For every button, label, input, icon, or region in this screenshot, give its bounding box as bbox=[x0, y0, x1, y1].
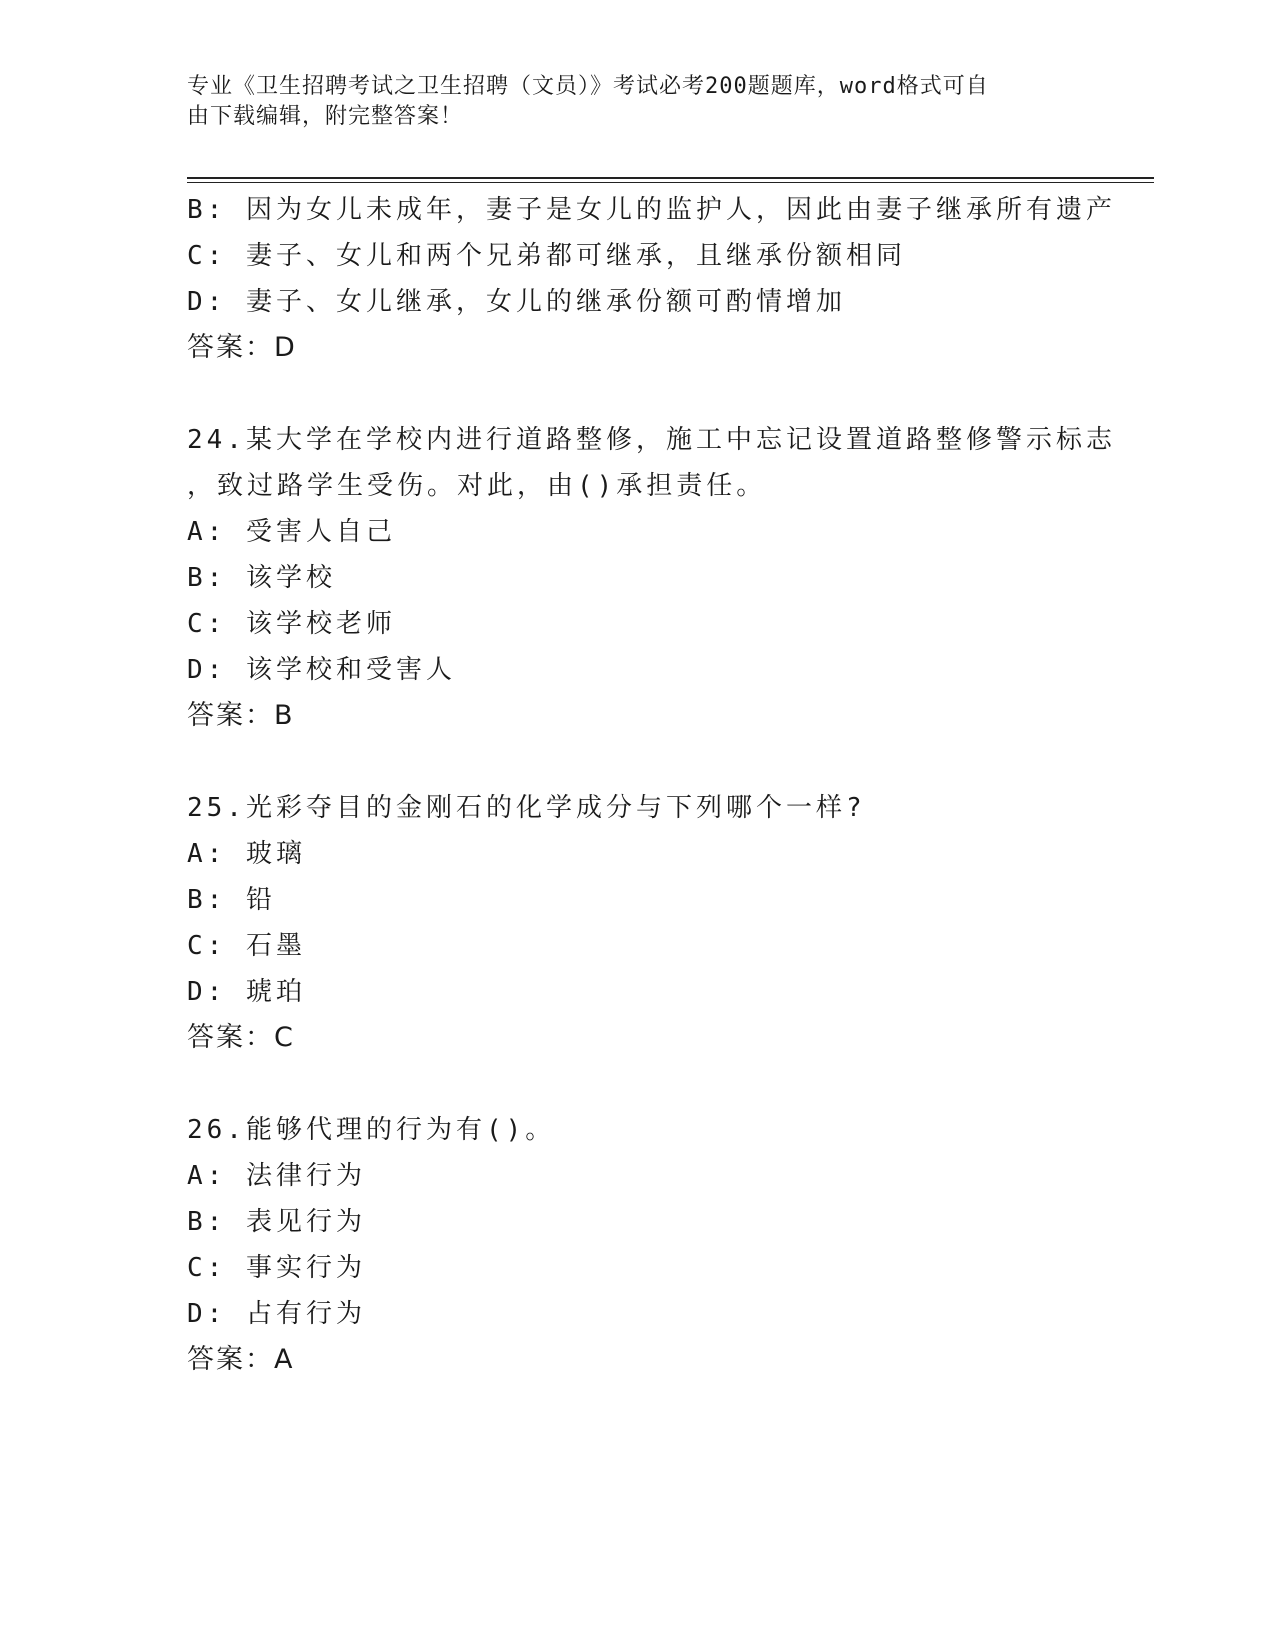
option-a: A: 法律行为 bbox=[187, 1161, 366, 1191]
option-c: C: 该学校老师 bbox=[187, 609, 396, 639]
answer: 答案：B bbox=[187, 700, 295, 731]
header-divider-thick bbox=[187, 177, 1154, 179]
header-line-1: 专业《卫生招聘考试之卫生招聘（文员）》考试必考200题题库，word格式可自 bbox=[187, 74, 989, 99]
question-24 bbox=[187, 417, 1116, 739]
option-d: D: 琥珀 bbox=[187, 977, 306, 1007]
option-d: D: 妻子、女儿继承，女儿的继承份额可酌情增加 bbox=[187, 287, 846, 317]
option-b: B: 铅 bbox=[187, 885, 276, 915]
spacer bbox=[187, 371, 1087, 417]
option-d: D: 占有行为 bbox=[187, 1299, 366, 1329]
answer: 答案：C bbox=[187, 1022, 295, 1053]
question-26 bbox=[187, 1107, 1087, 1383]
option-c: C: 石墨 bbox=[187, 931, 306, 961]
header-line-2: 由下载编辑，附完整答案！ bbox=[187, 104, 464, 129]
spacer bbox=[187, 1061, 1087, 1107]
question-text-continued: ，致过路学生受伤。对此，由()承担责任。 bbox=[187, 471, 767, 501]
option-c: C: 事实行为 bbox=[187, 1253, 366, 1283]
question-25 bbox=[187, 785, 1087, 1061]
answer: 答案：D bbox=[187, 332, 297, 363]
question-list bbox=[187, 187, 1116, 1383]
answer: 答案：A bbox=[187, 1344, 295, 1375]
question-23-continued bbox=[187, 187, 1116, 371]
option-d: D: 该学校和受害人 bbox=[187, 655, 456, 685]
option-b: B: 该学校 bbox=[187, 563, 336, 593]
question-text: 25.光彩夺目的金刚石的化学成分与下列哪个一样? bbox=[187, 793, 866, 823]
option-a: A: 受害人自己 bbox=[187, 517, 396, 547]
question-text: 26.能够代理的行为有()。 bbox=[187, 1115, 556, 1145]
question-text: 24.某大学在学校内进行道路整修，施工中忘记设置道路整修警示标志 bbox=[187, 425, 1116, 455]
option-b: B: 因为女儿未成年，妻子是女儿的监护人，因此由妻子继承所有遗产 bbox=[187, 195, 1116, 225]
option-b: B: 表见行为 bbox=[187, 1207, 366, 1237]
option-a: A: 玻璃 bbox=[187, 839, 306, 869]
header-divider-thin bbox=[187, 182, 1154, 183]
spacer bbox=[187, 739, 1087, 785]
document-header bbox=[187, 72, 1067, 132]
option-c: C: 妻子、女儿和两个兄弟都可继承，且继承份额相同 bbox=[187, 241, 906, 271]
